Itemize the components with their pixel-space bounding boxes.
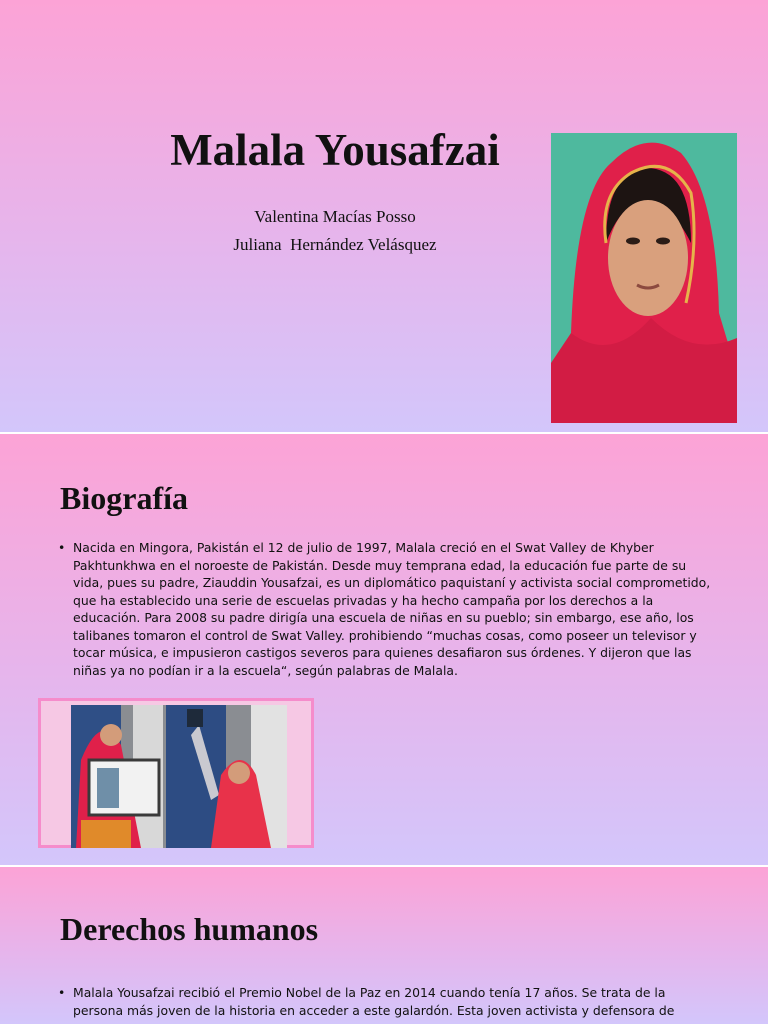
portrait-photo bbox=[551, 133, 737, 423]
diploma-medal bbox=[97, 768, 119, 808]
author-name-2: Juliana Hernández Velásquez bbox=[233, 235, 437, 254]
page-title: Malala Yousafzai bbox=[170, 125, 500, 175]
author-name-1: Valentina Macías Posso bbox=[254, 207, 416, 226]
face-shape bbox=[608, 200, 688, 316]
raised-medal-case bbox=[187, 709, 203, 727]
right-eye bbox=[656, 238, 670, 245]
left-person-skirt bbox=[81, 820, 131, 848]
left-person-face bbox=[100, 724, 122, 746]
nobel-photo-frame bbox=[38, 698, 314, 848]
left-eye bbox=[626, 238, 640, 245]
section-title-derechos-humanos: Derechos humanos bbox=[60, 911, 319, 947]
bullet-dot: • bbox=[58, 540, 66, 555]
title-slide bbox=[0, 0, 768, 432]
right-person-face bbox=[228, 762, 250, 784]
biography-slide bbox=[0, 434, 768, 865]
human-rights-bullet bbox=[58, 984, 718, 1019]
bullet-dot: • bbox=[58, 985, 66, 1000]
section-title-biografia: Biografía bbox=[60, 480, 188, 516]
human-rights-paragraph: Malala Yousafzai recibió el Premio Nobel de la Paz en 2014 cuando tenía 17 años. Se trata de la persona más joven de la historia en acceder a este galardón. Esta joven activista y defensora de bbox=[73, 985, 675, 1018]
nobel-ceremony-photo bbox=[71, 705, 287, 848]
biography-bullet bbox=[58, 539, 718, 679]
human-rights-slide bbox=[0, 867, 768, 1024]
biography-paragraph: Nacida en Mingora, Pakistán el 12 de julio de 1997, Malala creció en el Swat Valley de Khyber Pakhtunkhwa en el noroeste de Pakistán. Desde muy temprana edad, la educación fue parte de su vida, pues su padre, Ziauddin Yousafzai, es un diplomático paquistaní y activista social comprometido, que ha establecido una serie de escuelas privadas y ha hecho campaña por los derechos a la educación. Para 2008 su padre dirigía una escuela de niñas en su pueblo; sin embargo, ese año, los talibanes tomaron el control de Swat Valley. prohibiendo “muchas cosas, como poseer un televisor y tocar música, e impusieron castigos severos para quienes desafiaron sus órdenes. Y dijeron que las niñas ya no podían ir a la escuela“, según palabras de Malala. bbox=[73, 540, 711, 678]
